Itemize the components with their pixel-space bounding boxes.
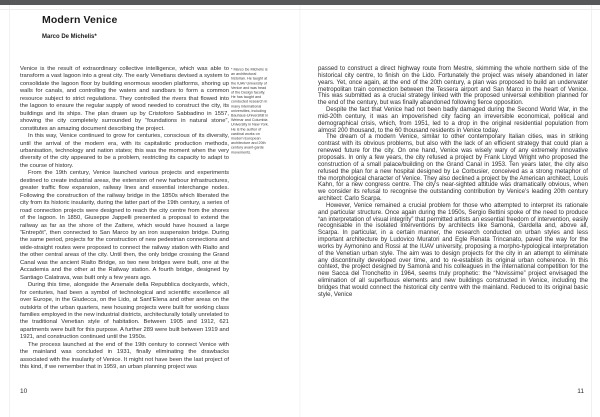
page-number-right: 11 <box>577 388 584 395</box>
article-paragraph: Despite the fact that Venice had not been badly damaged during the Second World War, in the mid-20th century, it was an impoverished city facing an irreversible economical, political and demographical crisis, which, from 1951, led to a drop in the original residential population from almost 200 thousand, to the 60 thousand residents in Venice today. <box>318 106 588 134</box>
page-number-left: 10 <box>20 388 28 395</box>
left-page-text-column <box>20 66 229 372</box>
author-byline: Marco De Michelis* <box>42 34 97 40</box>
footnote-text: * Marco De Michelis is an architectural historian. He taught at the IUAV University of Venice and was head of the Design faculty. He has taught and conducted research in many international universities, including Bauhaus-Universität in Weimar and Columbia University in New York. He is the author of cardinal works on modern European architecture and 20th century avant-garde movements. <box>231 67 269 155</box>
article-paragraph: From the 19th century, Venice launched various projects and experiments destined to create industrial areas, the extension of new harbour infrastructures, greater traffic flow expansion, railway lines and essential interchange nodes. Following the construction of the railway bridge in the 1850s which liberated the city from its historic insularity, during the latter part of the 19th century, a series of road connection projects were designed to reach the city centre from the shores of the lagoon. In 1850, Giuseppe Jappelli presented a proposal to extend the railway as far as the shore of the Zattere, which would have housed a large “Entrepôt”, then connected to San Marco by an iron suspension bridge. During the same period, projects for the construction of new pedestrian connections and wide-straight routes were proposed to connect the railway station with Rialto and the other central areas of the city. Until then, the only bridge crossing the Grand Canal was the ancient Rialto Bridge, so two new bridges were built, one at the Accademia and the other at the Railway station. A fourth bridge, designed by Santiago Calatrava, was built only a few years ago. <box>20 170 229 281</box>
article-paragraph: The process launched at the end of the 19th century to connect Venice with the mainland was concluded in 1931, finally eliminating the drawbacks associated with the insularity of Venice. It might not have been the last project of this kind, if we remember that in 1959, an urban planning project was <box>20 341 229 371</box>
article-paragraph: Venice is the result of extraordinary collective intelligence, which was able to transform a vast lagoon into a great city. The early Venetians devised a system to consolidate the lagoon floor by building enormous wooden platforms, shoring up walls for canals, and controlling the waters and sandbars to form a common resource subject to strict regulations. They controlled the rivers that flowed into the lagoon to ensure the regular supply of wood needed to construct the city, its buildings and its ships. The plan drawn up by Cristoforo Sabbadino in 1557, showing the city completely surrounded by “foundations in natural stone”, constitutes an amazing document describing the project. <box>20 66 229 132</box>
article-paragraph: passed to construct a direct highway route from Mestre, skimming the whole northern side of the historical city centre, to finish on the Lido. Fortunately the project was wisely abandoned in later years. Yet, once again, at the end of the 20th century, a plan was proposed to build an underwater metropolitan train connection between the Tessera airport and San Marco in the heart of Venice. This was submitted as a crucial strategy linked with the proposed universal exhibition planned for the end of the century, but was finally abandoned following fierce opposition. <box>318 65 588 107</box>
right-page-text-column <box>318 66 588 299</box>
page-title: Modern Venice <box>42 14 118 26</box>
page-edge-left <box>9 5 10 417</box>
spread-spine <box>299 5 301 417</box>
marginal-footnote <box>231 67 269 237</box>
page-edge-right <box>591 5 592 417</box>
article-paragraph: However, Venice remained a crucial problem for those who attempted to interpret its rationale and particular structure. Once again during the 1950s, Sergio Bettini spoke of the need to produce “an interpretation of visual integrity” that permitted artists an essential freedom of intervention, easily recognisable in the isolated interventions by architects like Samonà, Gardella and, above all, Scarpa. In particular, in a certain manner, the research conducted on urban styles and less important architecture by Ludovico Muratori and Egle Renata Trincanato, paved the way for the works by Aymonino and Rossi at the IUAV university, proposing a morpho-typological interpretation of the Venetian urban style. The aim was to design projects for the city in an attempt to eliminate any discontinuity developed over time, and to re-establish its original urban coherence. In this context, the project designed by Samonà and his colleagues in the international competition for the new Sacca del Tronchetto in 1964, seems truly prophetic: the “Novissime” project envisaged the elimination of all superfluous elements and new buildings constructed in Venice, including the bridges that would connect the historical city centre with the mainland. Reduced to its original basic style, Venice <box>318 201 588 298</box>
article-paragraph: In this way, Venice continued to grow for centuries, conscious of its diversity, until the arrival of the modern era, with its capitalistic production methods, urbanisation, technology and nation states; this was the moment when the very diversity of the city appeared to be a problem, restricting its capacity to adapt to the course of history. <box>20 133 229 169</box>
article-paragraph: During this time, alongside the Arsenale della Repubblica dockyards, which, for centuries, had been a symbol of technological and scientific excellence all over Europe, in the Giudecca, on the Lido, at Sant’Elena and other areas on the outskirts of the urban quarters, new housing projects were built for working class families employed in the new industrial districts, architecturally totally unrelated to the traditional Venetian style of habitation. Between 1905 and 1912, 621 apartments were built for this purpose. A further 289 were built between 1919 and 1921, and construction continued until the 1950s. <box>20 282 229 341</box>
article-paragraph: The dream of a modern Venice, similar to other contemporary Italian cities, was in striking contrast with its obvious problems, but also with the lack of an efficient strategy that could plan a renewed future for the city. On one hand, Venice was wisely wary of any extremely innovative proposals. In only a few years, the city refused a project by Frank Lloyd Wright who proposed the construction of a small palace/building on the Grand Canal in 1953. Ten years later, the city also refused the plan for a new hospital designed by Le Corbusier, conceived as a strong metaphor of the morphological character of Venice. They also declined a project by the American architect, Louis Kahn, for a new congress centre. The city’s near-sighted attitude was dramatically obvious, when we consider its refusal to recognise the outstanding contribution by Venice’s leading 20th century architect: Carlo Scarpa. <box>318 133 588 203</box>
